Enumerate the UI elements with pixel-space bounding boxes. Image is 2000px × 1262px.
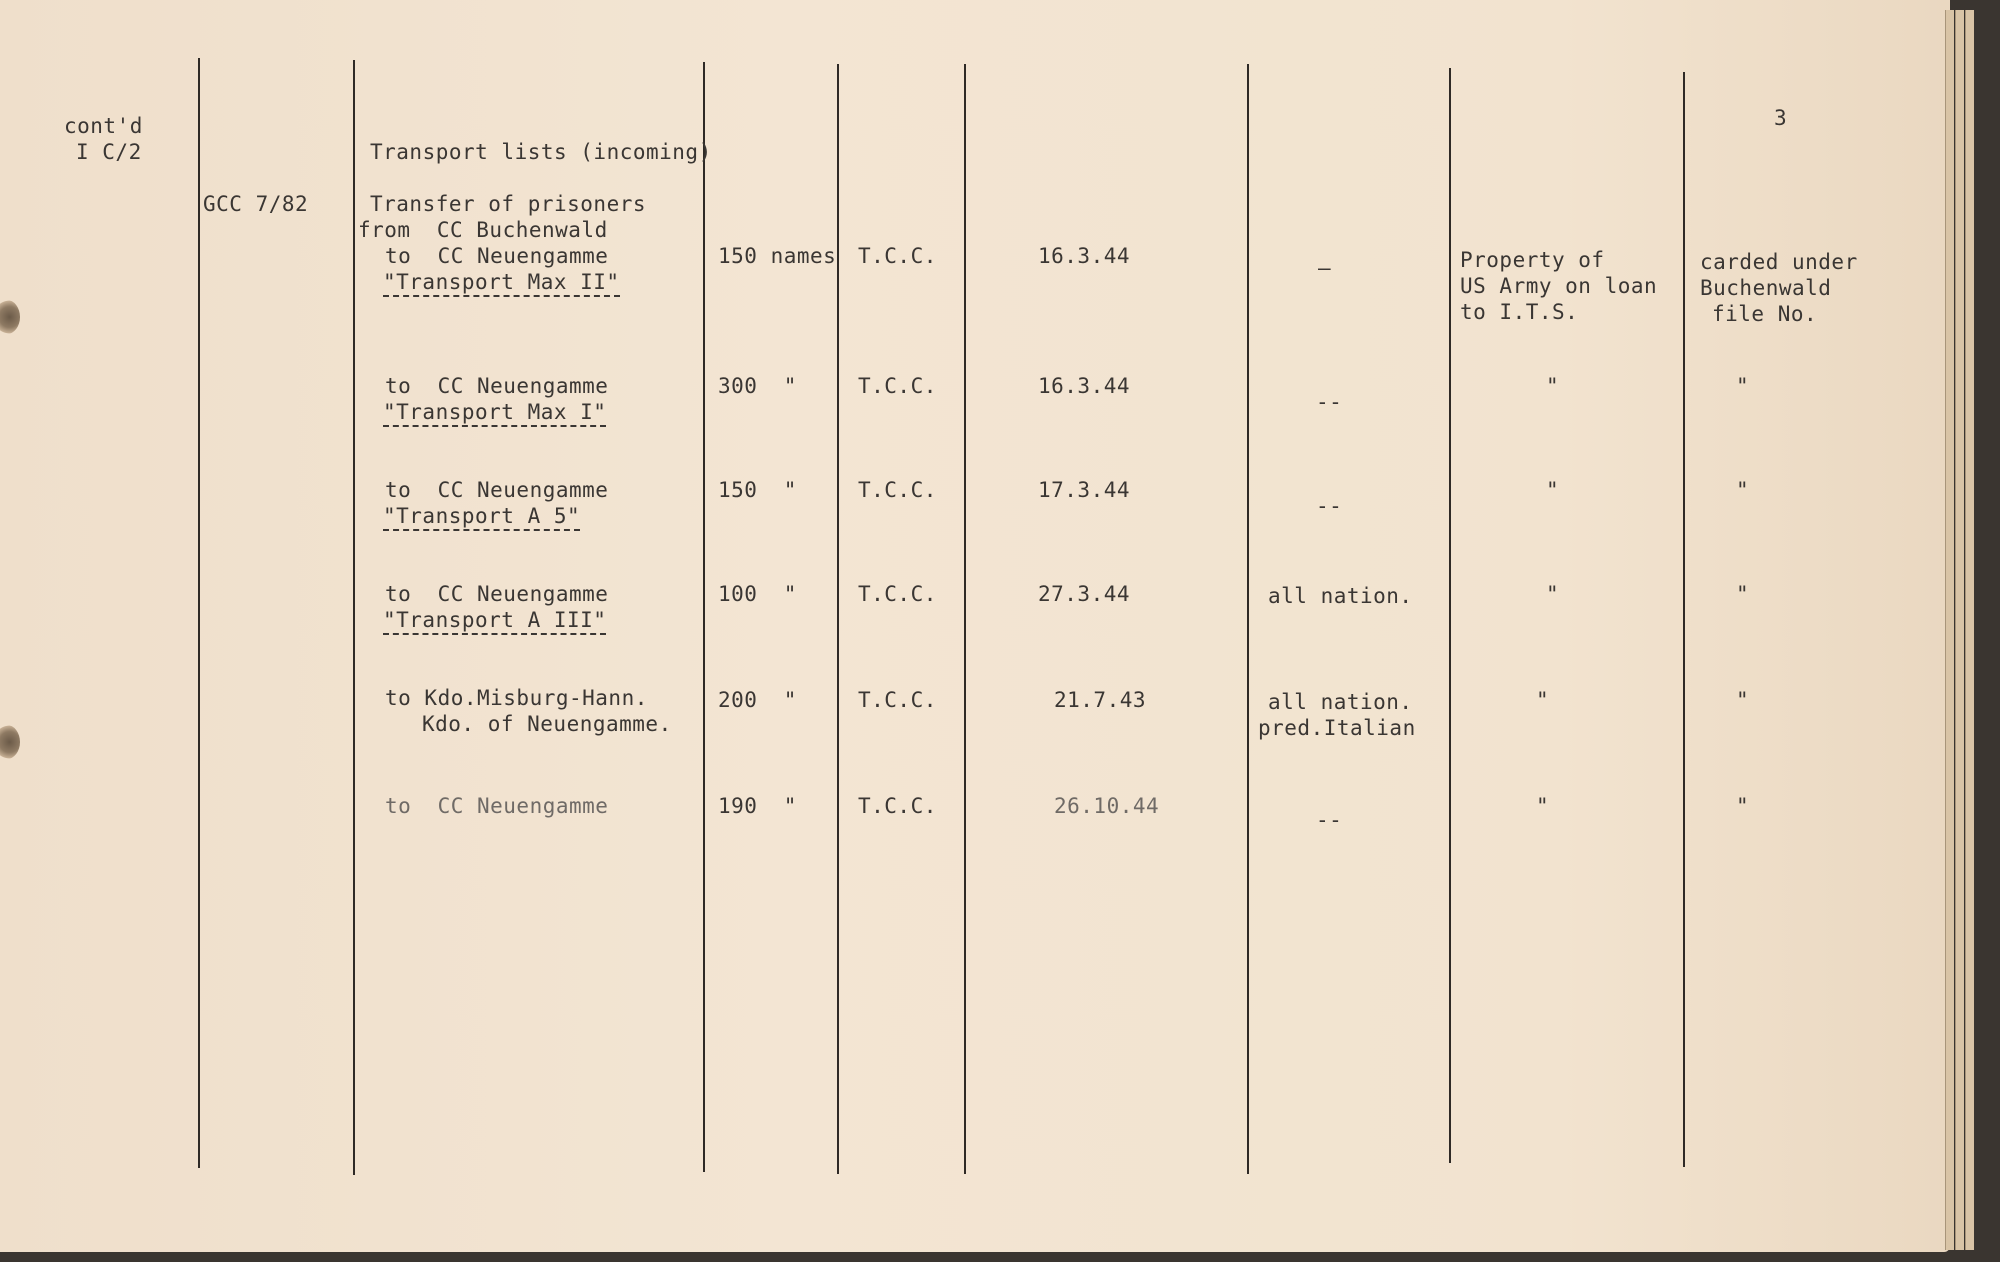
count: 150 names [718, 244, 837, 268]
nationality-detail: pred.Italian [1258, 716, 1416, 740]
destination: to CC Neuengamme [385, 478, 609, 502]
date: 21.7.43 [1054, 688, 1147, 712]
date: 17.3.44 [1038, 478, 1131, 502]
organization: T.C.C. [858, 582, 937, 606]
count: 300 " [718, 374, 797, 398]
organization: T.C.C. [858, 794, 937, 818]
date: 27.3.44 [1038, 582, 1131, 606]
status-ditto: " [1546, 582, 1560, 606]
card-ditto: " [1736, 374, 1750, 398]
transport-name: "Transport A III" [383, 608, 606, 635]
count: 150 " [718, 478, 797, 502]
organization: T.C.C. [858, 688, 937, 712]
count: 200 " [718, 688, 797, 712]
status-ditto: " [1546, 374, 1560, 398]
status-line: Property of [1460, 248, 1605, 272]
organization: T.C.C. [858, 244, 937, 268]
organization: T.C.C. [858, 478, 937, 502]
date: 26.10.44 [1054, 794, 1160, 818]
column-rule [1683, 72, 1685, 1167]
file-code: I C/2 [76, 140, 142, 164]
status-line: US Army on loan [1460, 274, 1658, 298]
destination: to CC Neuengamme [385, 244, 609, 268]
destination: to CC Neuengamme [385, 582, 609, 606]
nationality: – [1318, 256, 1332, 280]
binder-hole [0, 300, 20, 334]
binder-hole [0, 725, 20, 759]
column-rule [353, 60, 355, 1175]
nationality: -- [1316, 494, 1343, 518]
transport-name: "Transport Max II" [383, 270, 620, 297]
column-rule [837, 64, 839, 1174]
description-line: from CC Buchenwald [358, 218, 608, 242]
transport-name: "Transport Max I" [383, 400, 606, 427]
contd-label: cont'd [64, 114, 143, 138]
status-ditto: " [1546, 478, 1560, 502]
date: 16.3.44 [1038, 374, 1131, 398]
description-line: Transfer of prisoners [370, 192, 647, 216]
column-rule [1449, 68, 1451, 1163]
page-edge [1955, 10, 1964, 1250]
page-number: 3 [1774, 106, 1788, 130]
nationality: -- [1316, 808, 1343, 832]
card-note: carded under [1700, 250, 1858, 274]
column-rule [198, 58, 200, 1168]
destination-detail: Kdo. of Neuengamme. [422, 712, 672, 736]
status-line: to I.T.S. [1460, 300, 1579, 324]
status-ditto: " [1536, 794, 1550, 818]
card-note: file No. [1712, 302, 1818, 326]
card-ditto: " [1736, 478, 1750, 502]
nationality: all nation. [1268, 690, 1413, 714]
card-ditto: " [1736, 688, 1750, 712]
nationality: -- [1316, 390, 1343, 414]
reference-number: GCC 7/82 [203, 192, 309, 216]
date: 16.3.44 [1038, 244, 1131, 268]
count: 100 " [718, 582, 797, 606]
subject-heading: Transport lists (incoming) [370, 140, 712, 164]
column-rule [703, 62, 705, 1172]
page-edge [1965, 10, 1974, 1250]
destination: to Kdo.Misburg-Hann. [385, 686, 648, 710]
card-ditto: " [1736, 582, 1750, 606]
page-edge [1945, 10, 1954, 1250]
nationality: all nation. [1268, 584, 1413, 608]
destination: to CC Neuengamme [385, 374, 609, 398]
status-ditto: " [1536, 688, 1550, 712]
destination: to CC Neuengamme [385, 794, 609, 818]
count: 190 " [718, 794, 797, 818]
column-rule [1247, 64, 1249, 1174]
card-ditto: " [1736, 794, 1750, 818]
card-note: Buchenwald [1700, 276, 1832, 300]
column-rule [964, 64, 966, 1174]
transport-name: "Transport A 5" [383, 504, 580, 531]
organization: T.C.C. [858, 374, 937, 398]
